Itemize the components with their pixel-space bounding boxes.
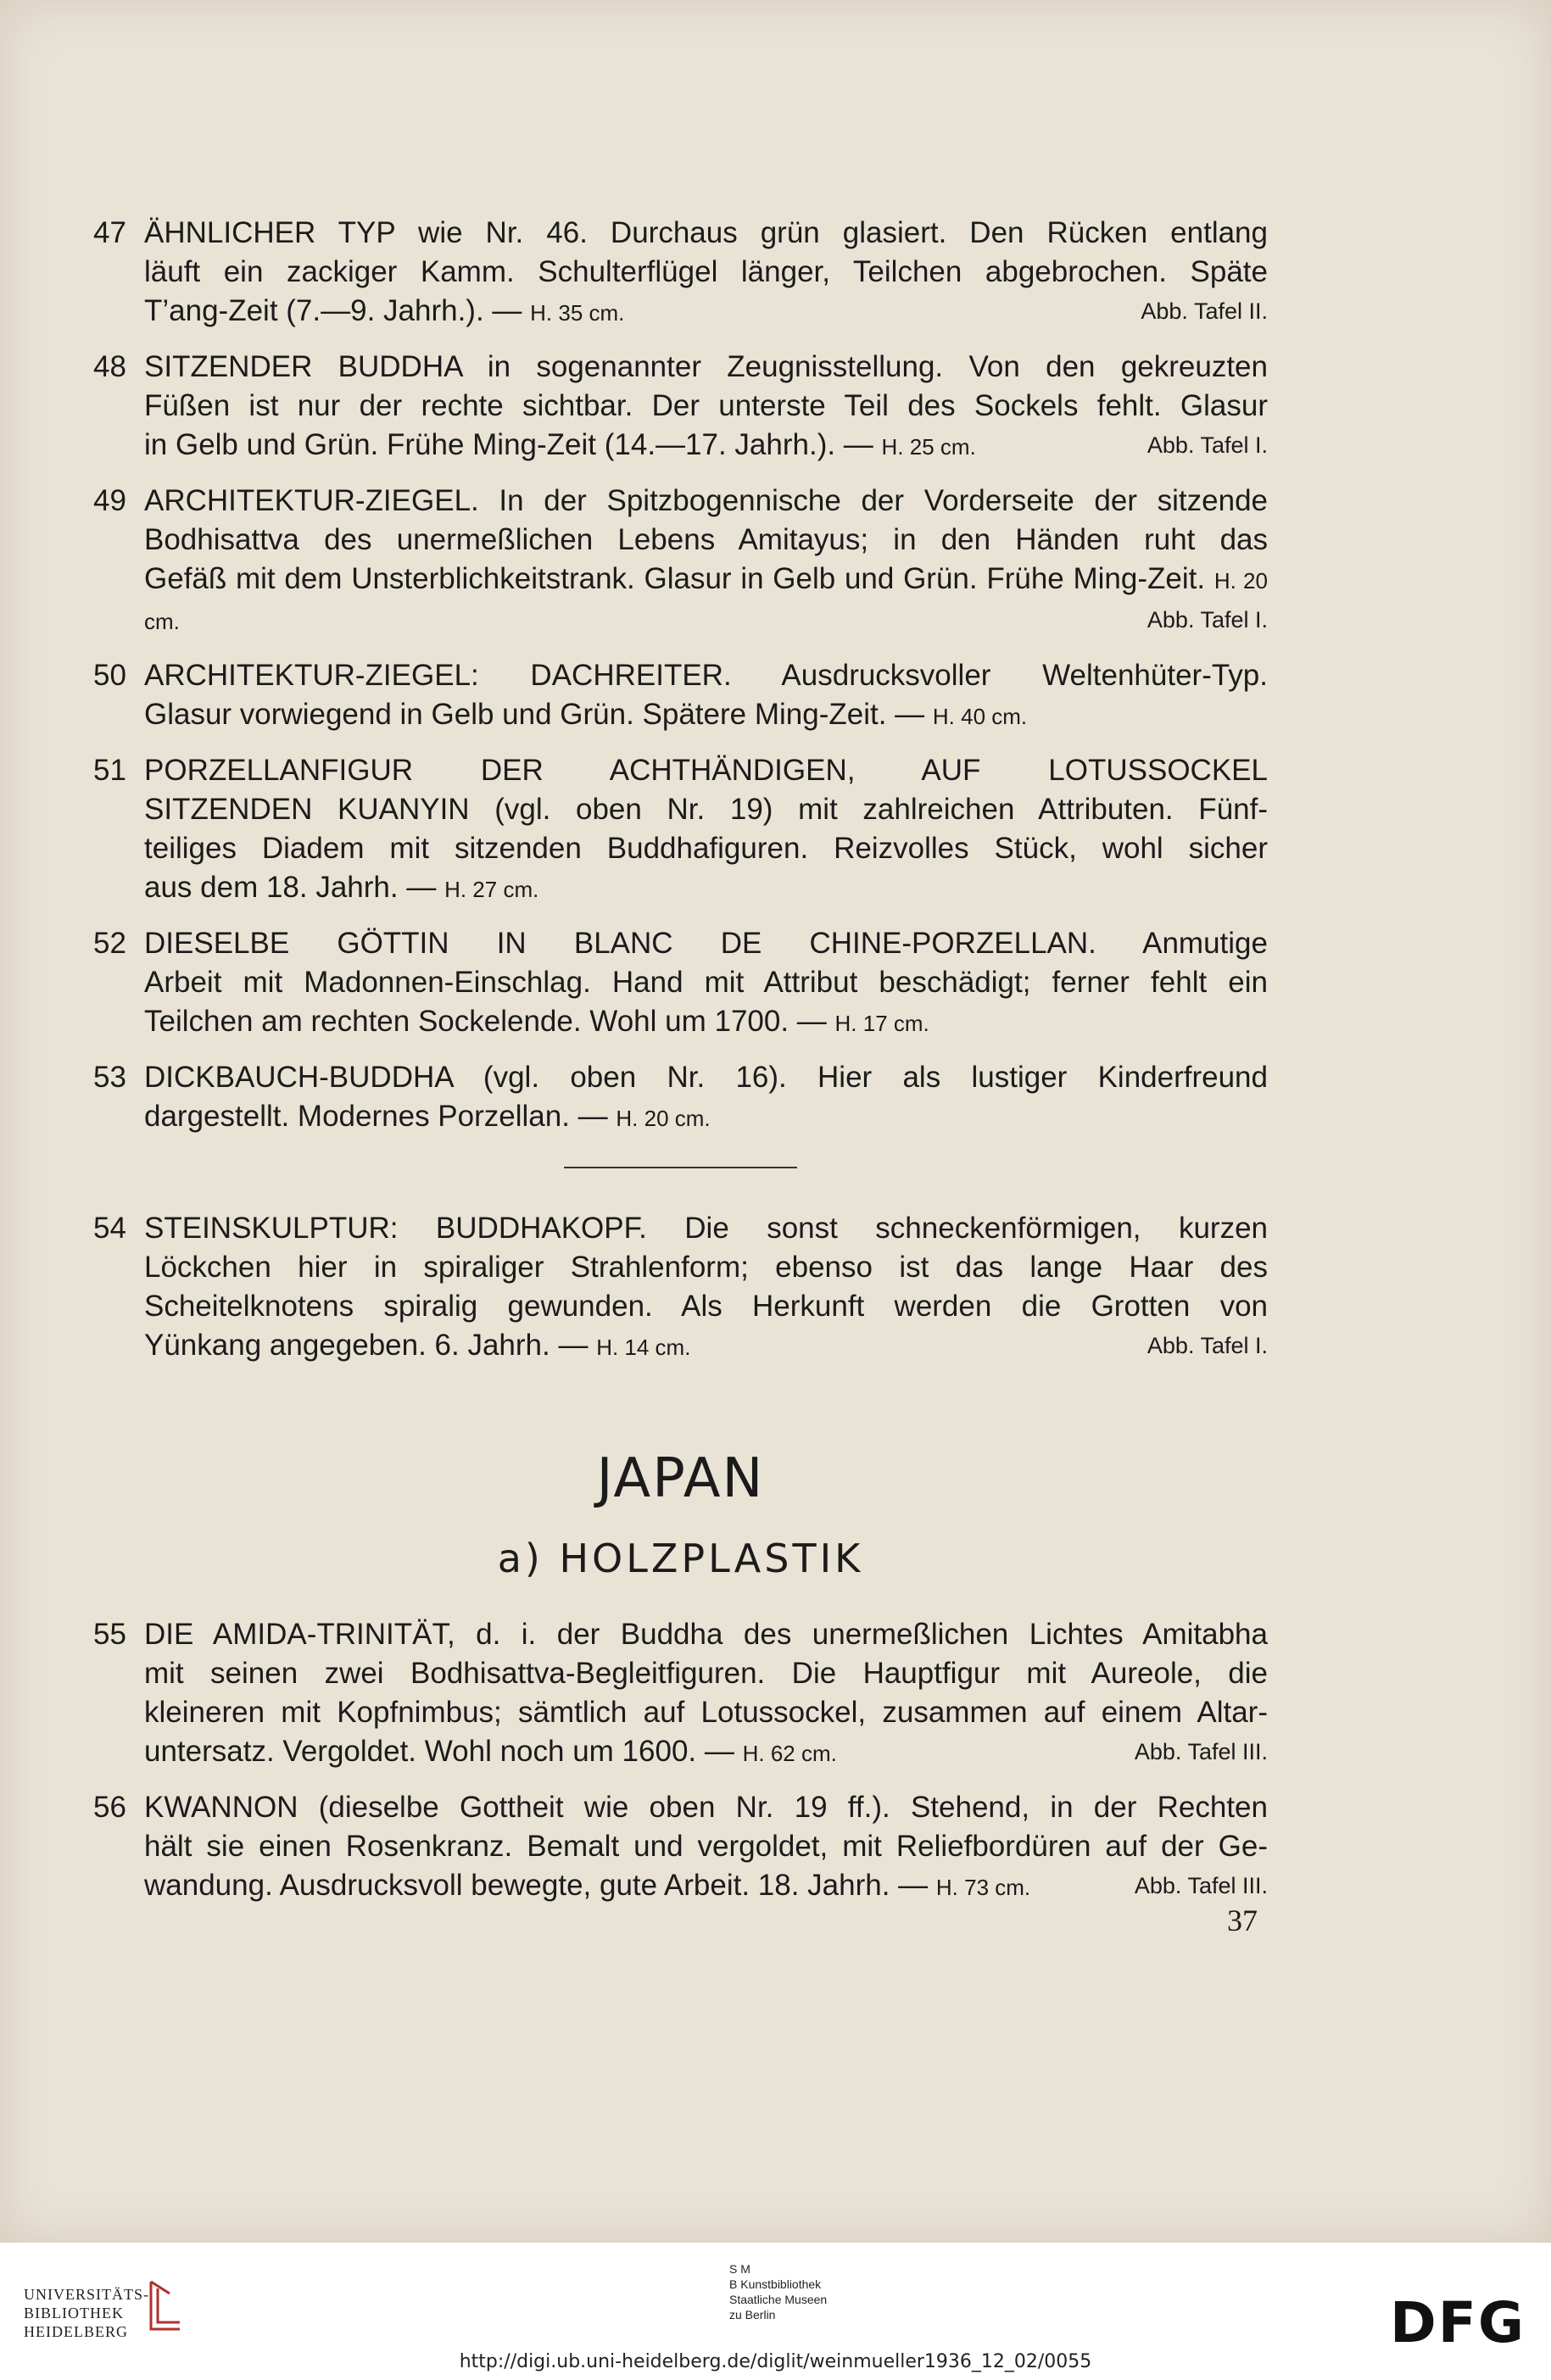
entry-text-line [144, 482, 1268, 521]
entry-text-line [144, 426, 1268, 466]
entry-height: H. 14 cm. [596, 1335, 691, 1360]
entry-number: 48 [93, 350, 126, 383]
uni-logo-line: UNIVERSITÄTS- [24, 2286, 149, 2303]
entry-number: 56 [93, 1791, 126, 1824]
entry-text: ARCHITEKTUR-ZIEGEL: DACHREITER. Ausdrucksvoller Weltenhüter-Typ. [144, 659, 1268, 692]
entries-group-a [93, 214, 1268, 1138]
entry-text: KWANNON (dieselbe Gottheit wie oben Nr. 19 ff.). Stehend, in der Rechten [144, 1791, 1268, 1824]
catalog-entry [93, 1058, 1268, 1138]
entry-height: H. 62 cm. [742, 1741, 837, 1766]
entry-height: H. 35 cm. [530, 300, 625, 326]
catalog-entry [93, 1209, 1268, 1367]
entries-group-b [93, 1209, 1268, 1367]
separator-rule [564, 1167, 797, 1168]
entry-number: 54 [93, 1212, 126, 1245]
entry-text-line [144, 924, 1268, 963]
entry-text-line [144, 1097, 1268, 1138]
entry-text-line [144, 1788, 1268, 1827]
entry-text: SITZENDEN KUANYIN (vgl. oben Nr. 19) mit zahlreichen Attributen. Fünf- [144, 793, 1268, 826]
entry-number: 50 [93, 659, 126, 692]
entry-height: H. 73 cm. [935, 1875, 1031, 1900]
uni-logo-line: BIBLIOTHEK [24, 2305, 124, 2321]
entry-text: aus dem 18. Jahrh. — [144, 871, 437, 904]
entry-height: H. 25 cm. [881, 434, 976, 460]
entry-height: H. 20 cm. [144, 568, 1268, 634]
smb-line: zu Berlin [729, 2308, 776, 2321]
catalog-entry [93, 924, 1268, 1043]
entry-text: ARCHITEKTUR-ZIEGEL. In der Spitzbogennische der Vorderseite der sitzende [144, 484, 1268, 517]
catalog-entry [93, 1788, 1268, 1907]
entry-text-line [144, 348, 1268, 387]
entry-text: DIESELBE GÖTTIN IN BLANC DE CHINE-PORZELLAN. Anmutige [144, 927, 1268, 960]
university-library-logo[interactable] [24, 2285, 149, 2341]
entry-number: 49 [93, 484, 126, 517]
entry-text-line [144, 1866, 1268, 1907]
entry-text: ÄHNLICHER TYP wie Nr. 46. Durchaus grün glasiert. Den Rücken entlang [144, 216, 1268, 249]
smb-line: S M [729, 2262, 750, 2276]
entry-text-line [144, 1209, 1268, 1248]
entry-text-line [144, 253, 1268, 292]
entry-text: Bodhisattva des unermeßlichen Lebens Amitayus; in den Händen ruht das [144, 523, 1268, 556]
entry-text-line [144, 1615, 1268, 1654]
entry-text-line [144, 1287, 1268, 1326]
entry-text-line [144, 292, 1268, 332]
page-number: 37 [1227, 1903, 1258, 1937]
entry-text: teiliges Diadem mit sitzenden Buddhafiguren. Reizvolles Stück, wohl sicher [144, 832, 1268, 865]
catalog-entry [93, 214, 1268, 332]
entry-text: läuft ein zackiger Kamm. Schulterflügel länger, Teilchen abgebrochen. Späte [144, 255, 1268, 288]
uni-logo-line: HEIDELBERG [24, 2323, 128, 2340]
entry-plate-ref: Abb. Tafel II. [1141, 298, 1268, 324]
entry-plate-ref: Abb. Tafel III. [1134, 1739, 1268, 1764]
entry-text-line [144, 868, 1268, 909]
entry-number: 55 [93, 1618, 126, 1651]
entry-plate-ref: Abb. Tafel I. [1147, 432, 1268, 458]
entry-height: H. 20 cm. [616, 1106, 711, 1131]
entry-text-line [144, 1654, 1268, 1693]
entry-height: H. 40 cm. [932, 704, 1028, 729]
entry-text: wandung. Ausdrucksvoll bewegte, gute Arbeit. 18. Jahrh. — [144, 1869, 929, 1902]
entry-text: Teilchen am rechten Sockelende. Wohl um 1700. — [144, 1005, 827, 1038]
smb-line: Staatliche Museen [729, 2293, 828, 2306]
entry-text-line [144, 560, 1268, 641]
entry-plate-ref: Abb. Tafel I. [1147, 607, 1268, 633]
entry-text: dargestellt. Modernes Porzellan. — [144, 1100, 608, 1133]
catalog-entry [93, 656, 1268, 736]
entry-text: Löckchen hier in spiraliger Strahlenform; ebenso ist das lange Haar des [144, 1251, 1268, 1284]
entry-plate-ref: Abb. Tafel III. [1134, 1873, 1268, 1898]
entry-text: Glasur vorwiegend in Gelb und Grün. Spätere Ming-Zeit. — [144, 698, 925, 731]
dfg-logo[interactable]: DFG [1389, 2290, 1526, 2355]
entry-text: SITZENDER BUDDHA in sogenannter Zeugnisstellung. Von den gekreuzten [144, 350, 1268, 383]
entry-text-line [144, 963, 1268, 1002]
library-mark-icon [144, 2277, 187, 2336]
entry-height: H. 27 cm. [444, 877, 539, 902]
entry-text: mit seinen zwei Bodhisattva-Begleitfiguren. Die Hauptfigur mit Aureole, die [144, 1657, 1268, 1690]
entry-text: untersatz. Vergoldet. Wohl noch um 1600. — [144, 1735, 734, 1768]
entry-text-line [144, 751, 1268, 790]
entry-number: 53 [93, 1061, 126, 1094]
entry-text-line [144, 214, 1268, 253]
entry-number: 47 [93, 216, 126, 249]
subsection-title: a) HOLZPLASTIK [497, 1536, 864, 1581]
entry-text-line [144, 695, 1268, 736]
entry-text: DIE AMIDA-TRINITÄT, d. i. der Buddha des unermeßlichen Lichtes Amitabha [144, 1618, 1268, 1651]
entry-text: Arbeit mit Madonnen-Einschlag. Hand mit Attribut beschädigt; ferner fehlt ein [144, 966, 1268, 999]
smb-line: B Kunstbibliothek [729, 2277, 822, 2291]
entry-text-line [144, 1732, 1268, 1773]
entry-text: kleineren mit Kopfnimbus; sämtlich auf Lotussockel, zusammen auf einem Altar- [144, 1696, 1268, 1729]
entry-text: STEINSKULPTUR: BUDDHAKOPF. Die sonst schneckenförmigen, kurzen [144, 1212, 1268, 1245]
entry-text: PORZELLANFIGUR DER ACHTHÄNDIGEN, AUF LOTUSSOCKEL [144, 754, 1268, 787]
entry-text: hält sie einen Rosenkranz. Bemalt und vergoldet, mit Reliefbordüren auf der Ge- [144, 1830, 1268, 1863]
entry-number: 52 [93, 927, 126, 960]
entry-text-line [144, 1326, 1268, 1367]
section-title: JAPAN [596, 1447, 765, 1510]
entry-text-line [144, 1693, 1268, 1732]
entry-text-line [144, 1827, 1268, 1866]
entries-group-c [93, 1615, 1268, 1907]
catalog-entry [93, 348, 1268, 466]
entry-text: Füßen ist nur der rechte sichtbar. Der unterste Teil des Sockels fehlt. Glasur [144, 389, 1268, 422]
entry-text: DICKBAUCH-BUDDHA (vgl. oben Nr. 16). Hier als lustiger Kinderfreund [144, 1061, 1268, 1094]
entry-height: H. 17 cm. [834, 1011, 929, 1036]
smb-logo[interactable] [729, 2261, 827, 2322]
entry-plate-ref: Abb. Tafel I. [1147, 1333, 1268, 1358]
entry-text: Scheitelknotens spiralig gewunden. Als Herkunft werden die Grotten von [144, 1290, 1268, 1323]
entry-text-line [144, 1248, 1268, 1287]
entry-text-line [144, 829, 1268, 868]
entry-text: T’ang-Zeit (7.—9. Jahrh.). — [144, 294, 522, 327]
entry-text-line [144, 1058, 1268, 1097]
permalink-url[interactable]: http://digi.ub.uni-heidelberg.de/diglit/weinmueller1936_12_02/0055 [459, 2351, 1092, 2372]
footer-bar [0, 2243, 1551, 2380]
entry-text-line [144, 790, 1268, 829]
catalog-entry [93, 482, 1268, 641]
catalog-entry [93, 751, 1268, 909]
entry-text: Yünkang angegeben. 6. Jahrh. — [144, 1329, 589, 1362]
entry-text: in Gelb und Grün. Frühe Ming-Zeit (14.—17. Jahrh.). — [144, 428, 873, 461]
entry-text-line [144, 656, 1268, 695]
catalog-entry [93, 1615, 1268, 1773]
catalog-content [93, 214, 1268, 1922]
entry-number: 51 [93, 754, 126, 787]
entry-text-line [144, 521, 1268, 560]
entry-text: Gefäß mit dem Unsterblichkeitstrank. Glasur in Gelb und Grün. Frühe Ming-Zeit. [144, 562, 1206, 595]
entry-text-line [144, 387, 1268, 426]
entry-text-line [144, 1002, 1268, 1043]
